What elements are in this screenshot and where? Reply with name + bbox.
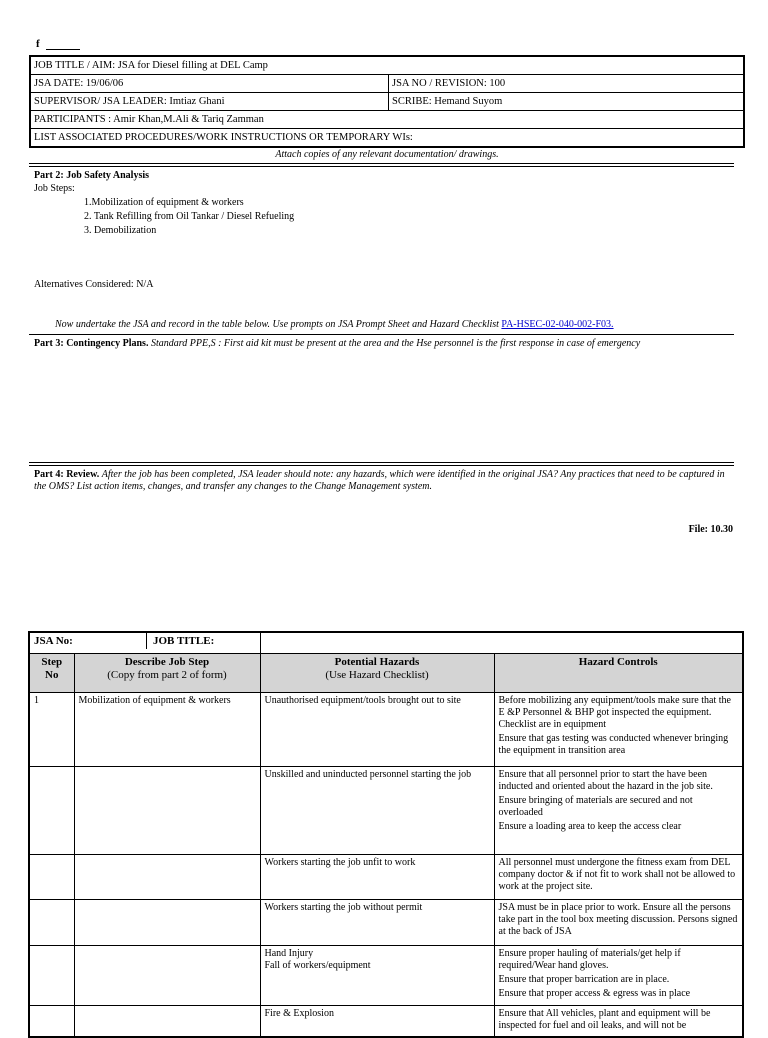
job-title-label: JOB TITLE:: [153, 635, 215, 647]
alternatives-considered: Alternatives Considered: N/A: [34, 279, 154, 290]
form-mark: f: [36, 38, 80, 50]
col-step-header: Step No: [29, 654, 74, 693]
step-description: [74, 946, 260, 1006]
step-description: Mobilization of equipment & workers: [74, 693, 260, 767]
col-describe-header: Describe Job Step (Copy from part 2 of form): [74, 654, 260, 693]
jsa-header-table: [29, 55, 745, 148]
part2-heading: Part 2: Job Safety Analysis: [34, 170, 149, 181]
divider: [29, 462, 734, 466]
jsa-no-label: JSA No:: [30, 633, 147, 649]
file-reference: File: 10.30: [688, 524, 733, 535]
control-cell: JSA must be in place prior to work. Ensure all the persons take part in the tool box meeting discussion. Persons signed at the back of JSA: [494, 900, 743, 946]
participants-cell: PARTICIPANTS : Amir Khan,M.Ali & Tariq Zamman: [30, 111, 744, 129]
table-row: [29, 767, 743, 855]
hazard-cell: Hand Injury Fall of workers/equipment: [260, 946, 494, 1006]
scribe-cell: SCRIBE: Hemand Suyom: [389, 93, 745, 111]
table-row: [29, 1006, 743, 1038]
step-number: [29, 900, 74, 946]
hazard-cell: Unauthorised equipment/tools brought out to site: [260, 693, 494, 767]
control-cell: All personnel must undergone the fitness exam from DEL company doctor & if not fit to work shall not be allowed to work at the project site.: [494, 855, 743, 900]
job-step-3: 3. Demobilization: [84, 225, 157, 236]
blank-title-cell: [260, 632, 743, 654]
table-row: [29, 693, 743, 767]
attach-note: Attach copies of any relevant documentation/ drawings.: [275, 149, 499, 160]
step-number: 1: [29, 693, 74, 767]
step-number: [29, 855, 74, 900]
step-description: [74, 1006, 260, 1038]
jsa-instruction: Now undertake the JSA and record in the table below. Use prompts on JSA Prompt Sheet and Hazard Checklist PA-HSEC-02-040-002-F03.: [55, 319, 614, 330]
step-number: [29, 767, 74, 855]
part3-section: [34, 338, 734, 350]
part3-text: Standard PPE,S : First aid kit must be present at the area and the Hse personnel is the first response in case of emergency: [150, 338, 641, 349]
control-cell: Ensure that All vehicles, plant and equipment will be inspected for fuel and oil leaks, and will not be: [494, 1006, 743, 1038]
jsa-no-title-cell: [29, 632, 260, 654]
checklist-link[interactable]: PA-HSEC-02-040-002-F03.: [501, 319, 614, 330]
control-cell: Before mobilizing any equipment/tools make sure that the E &P Personnel & BHP got inspected the equipment. Checklist are in equipment Ensure that gas testing was conducted whenever bringing the equipment in transition area: [494, 693, 743, 767]
procedures-cell: LIST ASSOCIATED PROCEDURES/WORK INSTRUCTIONS OR TEMPORARY WIs:: [30, 129, 744, 148]
job-steps-label: Job Steps:: [34, 183, 75, 194]
jsa-date-cell: JSA DATE: 19/06/06: [30, 75, 389, 93]
part4-text: After the job has been completed, JSA leader should note: any hazards, which were identified in the original JSA? Any practices that need to be captured in the OMS? List action items, changes, and transfer any changes to the Change Management system.: [34, 469, 725, 492]
step-number: [29, 1006, 74, 1038]
hazard-cell: Unskilled and uninducted personnel starting the job: [260, 767, 494, 855]
part3-heading: Part 3: Contingency Plans.: [34, 338, 149, 349]
table-row: [29, 855, 743, 900]
divider: [29, 334, 734, 335]
part4-section: [34, 469, 739, 493]
step-description: [74, 767, 260, 855]
job-step-2: 2. Tank Refilling from Oil Tankar / Diesel Refueling: [84, 211, 295, 222]
divider: [29, 163, 734, 167]
part4-heading: Part 4: Review.: [34, 469, 100, 480]
control-cell: Ensure that all personnel prior to start the have been inducted and oriented about the hazard in the job site. Ensure bringing of materials are secured and not overloaded Ensure a loading area to keep the access clear: [494, 767, 743, 855]
control-cell: Ensure proper hauling of materials/get help if required/Wear hand gloves. Ensure that proper barrication are in place. Ensure that proper access & egress was in place: [494, 946, 743, 1006]
job-title-cell: JOB TITLE / AIM: JSA for Diesel filling at DEL Camp: [30, 56, 744, 75]
col-controls-header: Hazard Controls: [494, 654, 743, 693]
step-number: [29, 946, 74, 1006]
job-step-1: 1.Mobilization of equipment & workers: [84, 197, 244, 208]
col-hazards-header: Potential Hazards (Use Hazard Checklist): [260, 654, 494, 693]
hazard-cell: Workers starting the job without permit: [260, 900, 494, 946]
step-description: [74, 855, 260, 900]
step-description: [74, 900, 260, 946]
jsa-analysis-table: [28, 631, 744, 1038]
hazard-cell: Workers starting the job unfit to work: [260, 855, 494, 900]
hazard-cell: Fire & Explosion: [260, 1006, 494, 1038]
supervisor-cell: SUPERVISOR/ JSA LEADER: Imtiaz Ghani: [30, 93, 389, 111]
table-row: [29, 900, 743, 946]
table-row: [29, 946, 743, 1006]
jsa-no-cell: JSA NO / REVISION: 100: [389, 75, 745, 93]
